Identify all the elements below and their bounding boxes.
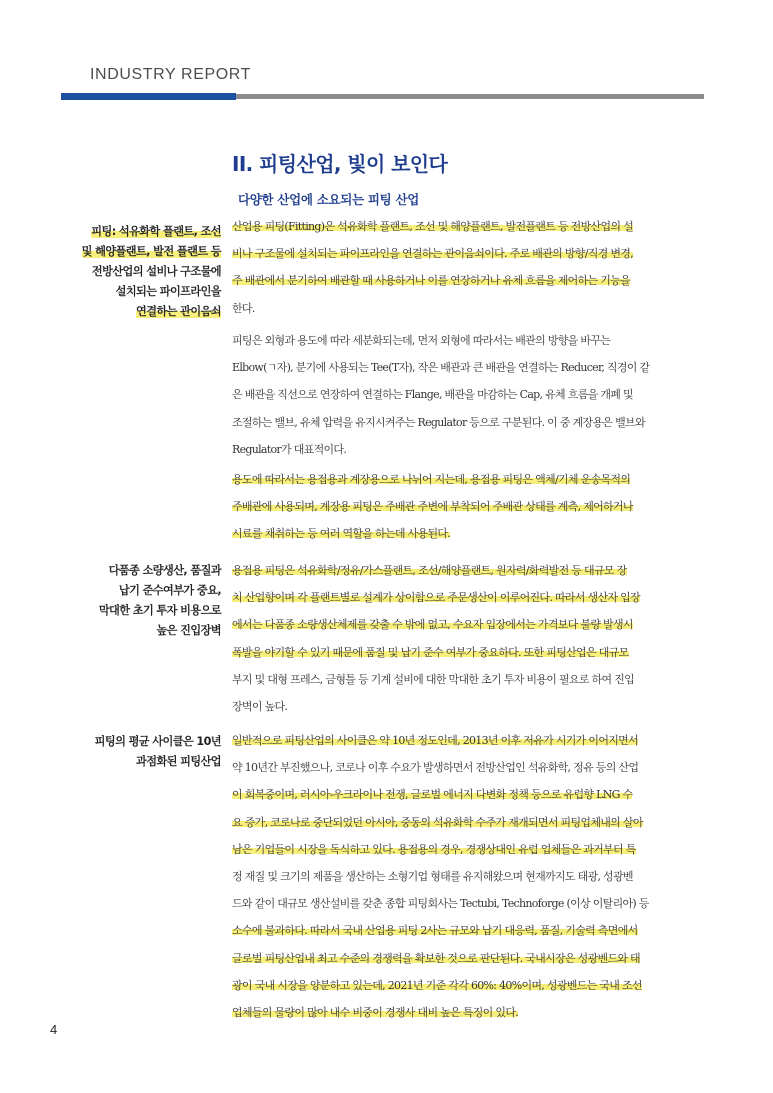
side-note-line: 다품종 소량생산, 품질과 [108,564,221,577]
paragraph-line: 광이 국내 시장을 양분하고 있는데, 2021년 기준 각각 60%: 40%이며, 성광벤드는 국내 조선 [232,978,642,992]
paragraph-line: 남은 기업들이 시장을 독식하고 있다. 용접용의 경우, 경쟁상대인 유럽 업체들은 과거부터 특 [232,842,636,856]
side-note-entry-barrier [99,561,221,641]
paragraph-line: 피팅은 외형과 용도에 따라 세분화되는데, 먼저 외형에 따라서는 배관의 방향을 바꾸는 [232,334,611,347]
side-note-line: 피팅: 석유화학 플랜트, 조선 [91,225,221,238]
paragraph-line: 일반적으로 피팅산업의 사이클은 약 10년 정도인데, 2013년 이후 저유가 시기가 이어지면서 [232,734,639,747]
paragraph-line: 드와 같이 대규모 생산설비를 갖춘 종합 피팅회사는 Tectubi, Technoforge (이상 이탈리아) 등 [232,897,649,911]
paragraph-fitting-definition [232,213,704,322]
paragraph-line: 한다. [232,301,255,315]
paragraph-line: 치 산업향이며 각 플랜트별로 설계가 상이함으로 주문생산이 이루어진다. 따라서 생산자 입장 [232,591,640,605]
side-note-line: 설치되는 파이프라인을 [115,285,221,298]
side-note-line: 연결하는 관이음쇠 [136,305,221,318]
paragraph-line: 비나 구조물에 설치되는 파이프라인을 연결하는 관이음쇠이다. 주로 배관의 방향/직경 변경, [232,247,634,261]
paragraph-line: 산업용 피팅(Fitting)은 석유화학 플랜트, 조선 및 해양플랜트, 발전플랜트 등 전방산업의 설 [232,220,634,233]
side-note-fitting-definition [82,222,221,322]
side-note-line: 전방산업의 설비나 구조물에 [91,265,221,278]
paragraph-line: 정 재질 및 크기의 제품을 생산하는 소형기업 형태를 유지해왔으며 현재까지도 태광, 성광벤 [232,869,633,883]
side-note-line: 막대한 초기 투자 비용으로 [98,604,221,617]
paragraph-line: 주배관에 사용되며, 계장용 피팅은 주배관 주변에 부착되어 주배관 상태를 계측, 제어하거나 [232,500,633,514]
side-note-line: 과점화된 피팅산업 [136,755,221,768]
header-bar-gray [236,94,704,99]
side-note-line: 높은 진입장벽 [156,624,221,637]
header-bar-blue [61,93,236,100]
paragraph-line: 조절하는 밸브, 유체 압력을 유지시켜주는 Regulator 등으로 구분된다. 이 중 계장용은 밸브와 [232,415,645,429]
side-note-line: 납기 준수여부가 중요, [118,584,221,597]
paragraph-line: 에서는 다품종 소량생산체제를 갖출 수 밖에 없고, 수요자 입장에서는 가격보다 불량 발생시 [232,618,633,632]
paragraph-line: 약 10년간 부진했으나, 코로나 이후 수요가 발생하면서 전방산업인 석유화학, 정유 등의 산업 [232,761,639,775]
paragraph-line: 장벽이 높다. [232,699,288,713]
paragraph-line: 용접용 피팅은 석유화학/정유/가스플랜트, 조선/해양플랜트, 원자력/화력발전 등 대규모 장 [232,564,627,577]
paragraph-line: 업체들의 물량이 많아 내수 비중이 경쟁사 대비 높은 특징이 있다. [232,1005,519,1019]
paragraph-line: 소수에 불과하다. 따라서 국내 산업용 피팅 2사는 규모와 납기 대응력, 품질, 기술력 측면에서 [232,924,638,938]
paragraph-line: 용도에 따라서는 용접용과 계장용으로 나뉘어 지는데, 용접용 피팅은 액체/기체 운송목적의 [232,473,631,486]
header-title: INDUSTRY REPORT [90,66,252,83]
side-note-line: 피팅의 평균 사이클은 10년 [94,735,221,748]
page-number: 4 [50,1022,58,1037]
paragraph-fitting-types [232,327,704,463]
paragraph-line: 글로벌 피팅산업내 최고 수준의 경쟁력을 확보한 것으로 판단된다. 국내시장은 성광벤드와 태 [232,951,640,965]
paragraph-line: 시료를 채취하는 등 여러 역할을 하는데 사용된다. [232,527,451,541]
paragraph-line: 폭발을 야기할 수 있기 때문에 품질 및 납기 준수 여부가 중요하다. 또한 피팅산업은 대규모 [232,645,629,659]
paragraph-line: 주 배관에서 분기하여 배관할 때 사용하거나 이를 연장하거나 유체 흐름을 제어하는 기능을 [232,274,631,288]
paragraph-welding-fitting [232,557,704,720]
paragraph-line: Regulator가 대표적이다. [232,442,347,456]
paragraph-fitting-usage [232,466,704,548]
side-note-industry-cycle [95,732,221,772]
paragraph-line: 부지 및 대형 프레스, 금형틀 등 기계 설비에 대한 막대한 초기 투자 비용이 필요로 하여 진입 [232,672,635,686]
section-subheading: 다양한 산업에 소요되는 피팅 산업 [238,192,420,207]
paragraph-line: 이 회복중이며, 러시아-우크라이나 전쟁, 글로벌 에너지 다변화 정책 등으로 유럽향 LNG 수 [232,788,633,802]
paragraph-line: 요 증가, 코로나로 중단되었던 아시아, 중동의 석유화학 수주가 재개되면서 피팅업체내의 살아 [232,815,643,829]
paragraph-line: 은 배관을 직선으로 연장하여 연결하는 Flange, 배관을 마감하는 Cap, 유체 흐름을 개폐 및 [232,388,633,402]
paragraph-line: Elbow(ㄱ자), 분기에 사용되는 Tee(T자), 작은 배관과 큰 배관을 연결하는 Reducer, 직경이 같 [232,361,650,375]
section-title: II. 피팅산업, 빛이 보인다 [232,152,448,176]
side-note-line: 및 해양플랜트, 발전 플랜트 등 [81,245,221,258]
paragraph-industry-cycle [232,727,704,1026]
